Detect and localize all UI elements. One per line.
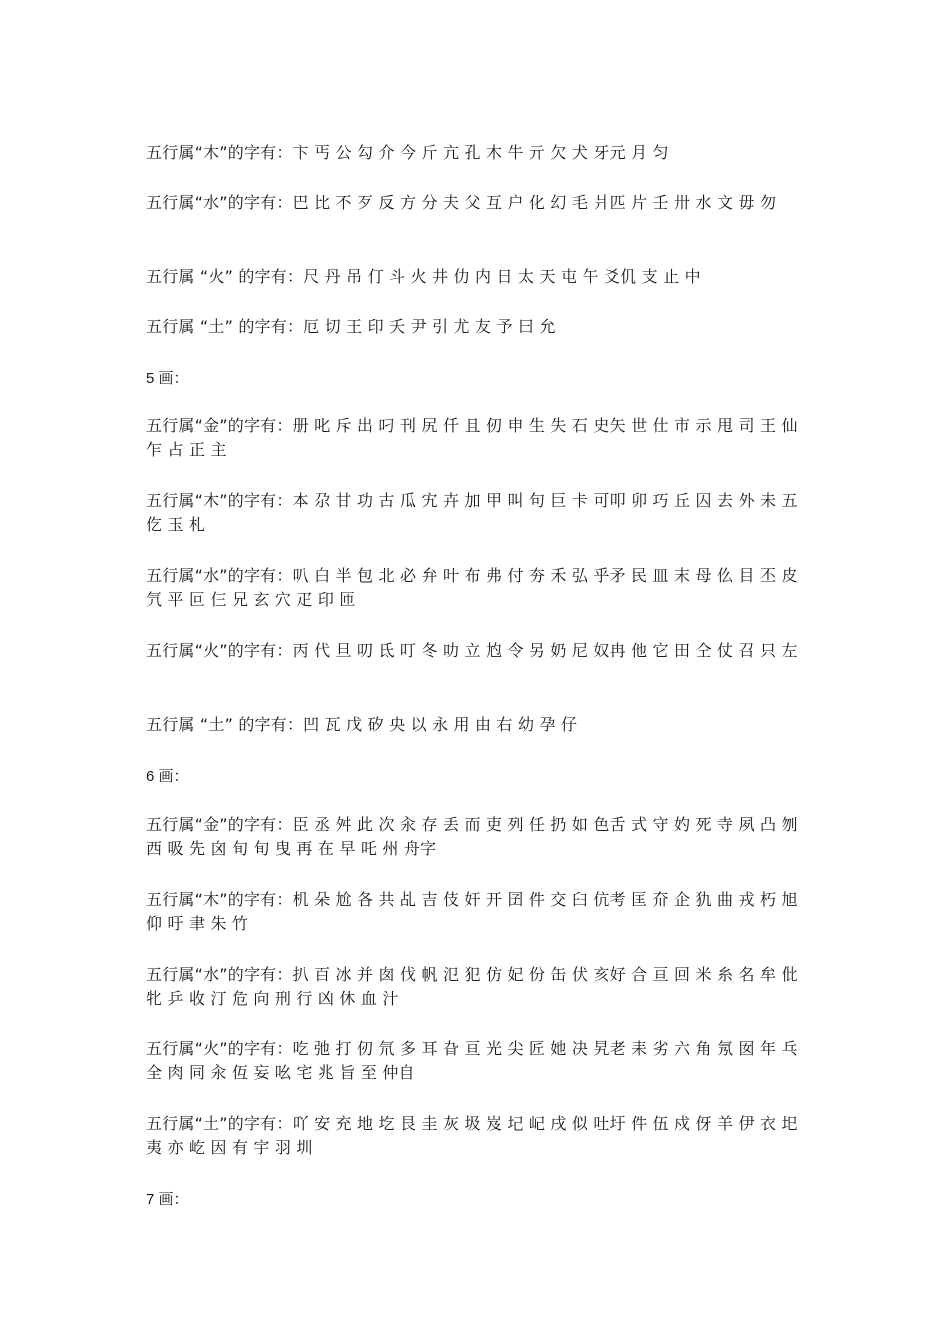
paragraph-wood-4-strokes: 五行属“木”的字有：卞 丐 公 勾 介 今 斤 亢 孔 木 牛 亓 欠 犬 牙元 月 匀	[146, 143, 669, 162]
paragraph-water-4-strokes: 五行属“水”的字有：巴 比 不 歹 反 方 分 夫 父 互 户 化 幻 毛 爿匹 片 壬 卅 水 文 毋 勿	[146, 193, 777, 212]
paragraph-metal-5-strokes: 五行属“金”的字有：册 叱 斥 出 叼 刊 尻 仟 且 仞 申 生 失 石 史矢 世 仕 市 示 甩 司 王 仙 乍 占 正 主	[146, 416, 803, 459]
paragraph-fire-4-strokes: 五行属 “火” 的字有：尺 丹 吊 仃 斗 火 井 仂 内 日 太 天 屯 午 爻仉 支 止 中	[146, 267, 701, 286]
paragraph-metal-6-strokes: 五行属“金”的字有：臣 丞 舛 此 次 汆 存 丢 而 吏 列 任 扔 如 色舌 式 守 妁 死 寺 夙 凸 刎 西 吸 先 囟 旬 旬 曳 再 在 早 吒 州 舟字	[146, 815, 803, 858]
heading-7-strokes: 7 画：	[146, 1191, 189, 1208]
heading-6-strokes: 6 画：	[146, 768, 189, 785]
paragraph-earth-4-strokes: 五行属 “土” 的字有：厄 切 王 印 夭 尹 引 尤 友 予 曰 允	[146, 317, 556, 336]
paragraph-earth-5-strokes: 五行属 “土” 的字有：凹 瓦 戊 矽 央 以 永 用 由 右 幼 孕 仔	[146, 715, 578, 734]
paragraph-wood-5-strokes: 五行属“木”的字有：本 尕 甘 功 古 瓜 宄 卉 加 甲 叫 句 巨 卡 可叩 卯 巧 丘 囚 去 外 未 五 仡 玉 札	[146, 491, 803, 534]
paragraph-water-6-strokes: 五行属“水”的字有：扒 百 冰 并 囱 伐 帆 氾 犯 仿 妃 份 缶 伏 亥好 合 亘 回 米 糸 名 牟 仳 牝 乒 收 汀 危 向 刑 行 凶 休 血 汁	[146, 965, 803, 1008]
paragraph-fire-5-strokes: 五行属“火”的字有：丙 代 旦 叨 氐 叮 冬 叻 立 尥 令 另 奶 尼 奴冉 他 它 田 仝 仗 召 只 左	[146, 641, 798, 660]
paragraph-wood-6-strokes: 五行属“木”的字有：机 朵 尬 各 共 乩 吉 伎 奸 开 囝 件 交 臼 伉考 匡 夼 企 犰 曲 戎 朽 旭 仰 吁 聿 朱 竹	[146, 890, 803, 933]
paragraph-earth-6-strokes: 五行属“土”的字有：吖 安 充 地 圪 艮 圭 灰 圾 岌 圮 屺 戌 似 吐圩 件 伍 戍 伢 羊 伊 衣 圯 夷 亦 屹 因 有 宇 羽 圳	[146, 1114, 803, 1157]
paragraph-water-5-strokes: 五行属“水”的字有：叭 白 半 包 北 必 弁 叶 布 弗 付 夯 禾 弘 乎矛 民 皿 末 母 仫 目 丕 皮 氕 平 叵 仨 兄 玄 穴 疋 印 匝	[146, 566, 803, 609]
heading-5-strokes: 5 画：	[146, 370, 189, 387]
paragraph-fire-6-strokes: 五行属“火”的字有：吃 弛 打 仞 氘 多 耳 旮 亘 光 尖 匠 她 决 旯老 耒 劣 六 角 氖 囡 年 乓 全 肉 同 汆 仾 妄 吆 宅 兆 旨 至 仲自	[146, 1039, 803, 1082]
